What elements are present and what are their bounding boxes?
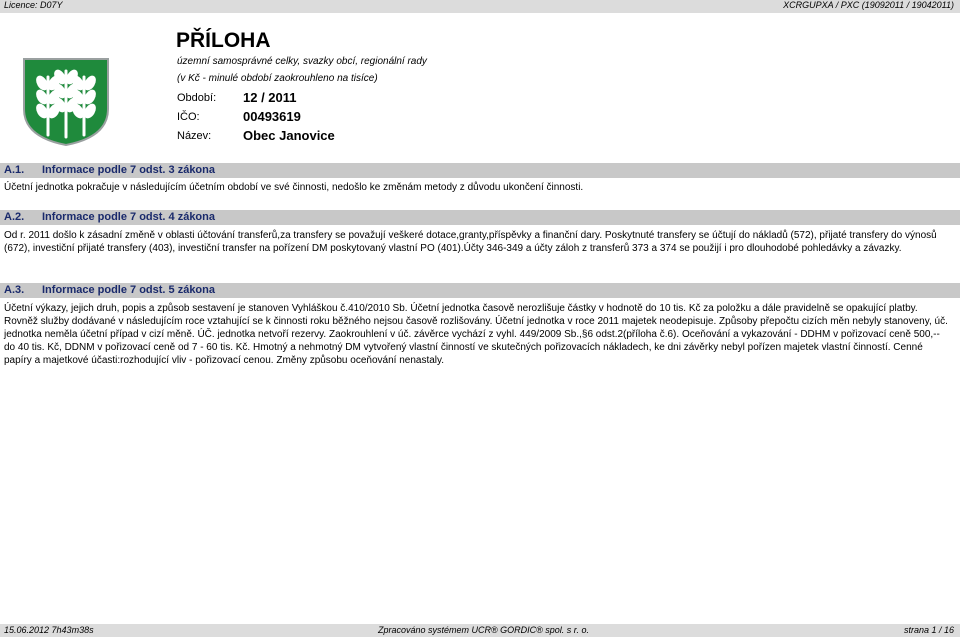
section-header-a2: [0, 210, 960, 225]
coat-of-arms-icon: [22, 57, 110, 147]
section-label: Informace podle 7 odst. 5 zákona: [42, 284, 215, 296]
name-value: Obec Janovice: [243, 128, 335, 143]
section-label: Informace podle 7 odst. 3 zákona: [42, 164, 215, 176]
section-text-a2: Od r. 2011 došlo k zásadní změně v oblasti účtování transferů,za transfery se považují veškeré dotace,granty,příspěvky a finanční dary. Poskytnuté transfery se účtují do nákladů (572), přijaté transfery do výnosů (672), investiční přijaté transfery (403), investiční transfer na pořízení DM poskytovaný vlastní PO (401).Účty 346-349 a účty záloh z transferů 373 a 374 se použijí i pro dlouhodobé pohledávky a závazky.: [4, 230, 937, 254]
section-text-a3: Účetní výkazy, jejich druh, popis a způsob sestavení je stanoven Vyhláškou č.410/2010 Sb. Účetní jednotka časově nerozlišuje částky v hodnotě do 10 tis. Kč za položku a dále pravidelně se opakující platby. Rovněž služby dodávané v následujícím roce vztahující se k činnosti roku běžného nejsou časově rozlišovány. Účetní jednotka v roce 2011 majetek neodepisuje. Způsoby přepočtu cizích měn nebyly stanoveny, úč. jednotka neměla účetní případ v cizí měně. ÚČ. jednotka netvoří rezervy. Zaokrouhlení v úč. závěrce vychází z vyhl. 449/2009 Sb.,§6 odst.2(příloha č.6). Oceňování a vykazování - DDHM v pořizovací ceně 500,-- do 40 tis. Kč, DDNM v pořizovací ceně od 7 - 60 tis. Kč. Hmotný a nehmotný DM vytvořený vlastní činností ve skutečných pořizovacích nákladech, ke dni závěrky nebyl pořízen majetek vlastní činností. Cenné papíry a majetkové účasti:rozhodující vliv - pořizovací cenou. Změny způsobu oceňování nenastaly.: [4, 303, 948, 366]
document-title: PŘÍLOHA: [176, 29, 271, 52]
page-number-label: strana 1 / 16: [903, 625, 954, 635]
section-text-a1: Účetní jednotka pokračuje v následujícím účetním období ve své činnosti, nedošlo ke změnám metody z důvodu ukončení činnosti.: [4, 182, 584, 193]
document-subtitle: územní samosprávné celky, svazky obcí, regionální rady: [177, 56, 427, 67]
processed-by-label: Zpracováno systémem UCR® GORDIC® spol. s r. o.: [378, 625, 589, 635]
ico-value: 00493619: [243, 109, 301, 124]
period-value: 12 / 2011: [243, 90, 297, 105]
ico-label: IČO:: [177, 111, 200, 123]
name-label: Název:: [177, 130, 212, 142]
report-header-bar: [0, 0, 960, 13]
report-footer-bar: [0, 624, 960, 637]
section-header-a3: [0, 283, 960, 298]
license-label: Licence: D07Y: [4, 0, 63, 10]
section-number: A.3.: [4, 284, 25, 296]
timestamp-label: 15.06.2012 7h43m38s: [4, 625, 94, 635]
section-label: Informace podle 7 odst. 4 zákona: [42, 211, 215, 223]
section-header-a1: [0, 163, 960, 178]
section-number: A.1.: [4, 164, 25, 176]
period-label: Období:: [177, 92, 217, 104]
section-number: A.2.: [4, 211, 25, 223]
units-note: (v Kč - minulé období zaokrouhleno na tisíce): [177, 73, 378, 84]
system-code-label: XCRGUPXA / PXC (19092011 / 19042011): [783, 0, 954, 10]
